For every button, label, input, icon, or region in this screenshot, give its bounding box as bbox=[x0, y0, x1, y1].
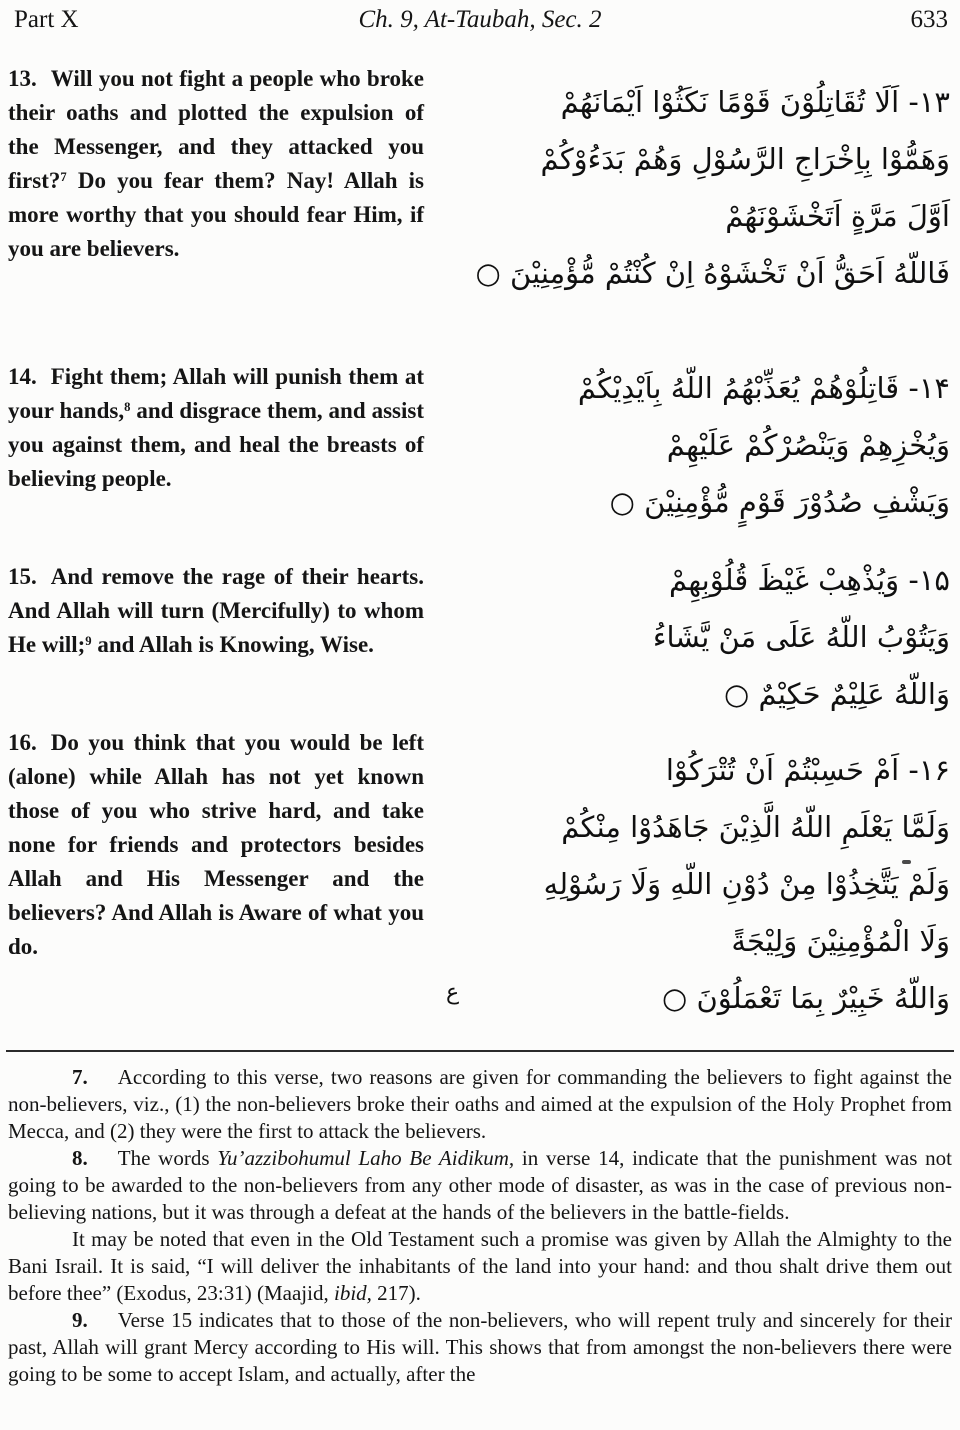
arabic-line: وَلَمَّا يَعْلَمِ اللّهُ الَّذِيْنَ جَاهَدُوْا مِنْكُمْ bbox=[561, 810, 950, 844]
verse-14-arabic bbox=[442, 360, 950, 531]
footnote-8 bbox=[8, 1145, 952, 1226]
arabic-line: ۱۶- اَمْ حَسِبْتُمْ اَنْ تُتْرَكُوْا bbox=[665, 753, 950, 787]
footnote-ref-8: 8 bbox=[124, 400, 131, 415]
arabic-line: ۱۵- وَيُذْهِبْ غَيْظَ قُلُوْبِهِمْ bbox=[669, 563, 950, 597]
footnote-number: 8. bbox=[72, 1146, 88, 1170]
footnote-text: It may be noted that even in the Old Testament such a promise was given by Allah the Almighty to the Bani Israil. It is said, “I will deliver the inhabitants of the land into your hand: and thou shalt drive them out before thee” (Exodus, 23:31) (Maajid, bbox=[8, 1227, 952, 1305]
footnote-7 bbox=[8, 1064, 952, 1145]
footnotes-section bbox=[8, 1064, 952, 1420]
verse-text: and Allah is Knowing, Wise. bbox=[91, 632, 374, 657]
verse-13-english bbox=[8, 62, 424, 266]
arabic-line: وَاللّهُ عَلِيْمٌ حَكِيْمٌ ○ bbox=[724, 677, 950, 711]
verse-number: 16. bbox=[8, 730, 37, 755]
page-header bbox=[0, 6, 960, 42]
verse-14-english bbox=[8, 360, 424, 496]
scan-artifact-dot bbox=[902, 860, 911, 864]
chapter-title: Ch. 9, At-Taubah, Sec. 2 bbox=[358, 6, 602, 33]
verse-text: and disgrace them, and assist you against them, and heal the breasts of believing people. bbox=[8, 398, 424, 491]
arabic-line: وَيَتُوْبُ اللّهُ عَلَى مَنْ يَّشَاءُ bbox=[652, 620, 950, 654]
arabic-line: وَلَا الْمُؤْمِنِيْنَ وَلِيْجَةً bbox=[731, 924, 950, 958]
verse-16-english bbox=[8, 726, 424, 964]
page-number: 633 bbox=[910, 6, 948, 33]
footnote-9 bbox=[8, 1307, 952, 1388]
footnote-text: The words bbox=[117, 1146, 218, 1170]
footnote-ref-7: 7 bbox=[60, 170, 67, 185]
ruku-end-marker: ع bbox=[446, 980, 460, 1005]
arabic-line: وَيُخْزِهِمْ وَيَنْصُرْكُمْ عَلَيْهِمْ bbox=[666, 428, 950, 462]
footnote-text: in verse 14, indicate that the punishment was not going to be awarded to the non-believers from any other mode of disaster, as was in the case of previous non-believing nations, but it was through a defeat at the hands of the believers in the battle-fields. bbox=[8, 1146, 952, 1224]
verse-13-arabic bbox=[442, 74, 950, 302]
arabic-line: وَهَمُّوْا بِاِخْرَاجِ الرَّسُوْلِ وَهُمْ بَدَءُوْكُمْ bbox=[540, 142, 950, 176]
footnote-8-continued bbox=[8, 1226, 952, 1307]
arabic-line: ۱۳- اَلَا تُقَاتِلُوْنَ قَوْمًا نَكَثُوْا اَيْمَانَهُمْ bbox=[560, 85, 950, 119]
footnote-divider bbox=[6, 1050, 954, 1052]
arabic-line: وَاللّهُ خَبِيْرٌ بِمَا تَعْمَلُوْنَ ○ bbox=[661, 981, 950, 1015]
verse-15-english bbox=[8, 560, 424, 662]
footnote-ref-9: 9 bbox=[85, 634, 92, 649]
verse-text: Do you think that you would be left (alone) while Allah has not yet known those of you who strive hard, and take none for friends and protectors besides Allah and His Messenger and the believers? And Allah is Aware of what you do. bbox=[8, 730, 424, 959]
verse-text: Do you fear them? Nay! Allah is more worthy that you should fear Him, if you are believers. bbox=[8, 168, 424, 261]
verse-number: 15. bbox=[8, 564, 37, 589]
verse-15-arabic bbox=[442, 552, 950, 723]
footnote-number: 9. bbox=[72, 1308, 88, 1332]
verse-16-arabic bbox=[442, 742, 950, 1027]
footnote-text: According to this verse, two reasons are given for commanding the believers to fight against the non-believers, viz., (1) the non-believers broke their oaths and aimed at the expulsion of the Holy Prophet from Mecca, and (2) they were the first to attack the believers. bbox=[8, 1065, 952, 1143]
footnote-text: Verse 15 indicates that to those of the non-believers, who will repent truly and sincerely for their past, Allah will grant Mercy according to His will. This shows that from amongst the non-believers there were going to be some to accept Islam, and actually, after the bbox=[8, 1308, 952, 1386]
transliteration-italic: Yu’azzibohumul Laho Be Aidikum, bbox=[217, 1146, 515, 1170]
verse-text: And remove the rage of their hearts. And Allah will turn (Mercifully) to whom He will; bbox=[8, 564, 424, 657]
verse-text: Fight them; Allah will punish them at your hands, bbox=[8, 364, 424, 423]
arabic-line: ۱۴- قَاتِلُوْهُمْ يُعَذِّبْهُمُ اللّهُ بِاَيْدِيْكُمْ bbox=[577, 371, 950, 405]
verse-number: 13. bbox=[8, 66, 37, 91]
ibid-italic: ibid, bbox=[333, 1281, 372, 1305]
verse-text: Will you not fight a people who broke their oaths and plotted the expulsion of the Messenger, and they attacked you first? bbox=[8, 66, 424, 193]
footnote-number: 7. bbox=[72, 1065, 88, 1089]
arabic-line: اَوَّلَ مَرَّةٍ اَتَخْشَوْنَهُمْ bbox=[725, 199, 950, 233]
footnote-text: 217). bbox=[371, 1281, 421, 1305]
arabic-line: وَيَشْفِ صُدُوْرَ قَوْمٍ مُّؤْمِنِيْنَ ○ bbox=[609, 485, 950, 519]
arabic-line: فَاللّهُ اَحَقُّ اَنْ تَخْشَوْهُ اِنْ كُنْتُمْ مُّؤْمِنِيْنَ ○ bbox=[475, 256, 950, 290]
part-label: Part X bbox=[14, 6, 79, 33]
arabic-line: وَلَمْ يَتَّخِذُوْا مِنْ دُوْنِ اللّهِ وَلَا رَسُوْلِهِ bbox=[543, 867, 950, 901]
verse-number: 14. bbox=[8, 364, 37, 389]
